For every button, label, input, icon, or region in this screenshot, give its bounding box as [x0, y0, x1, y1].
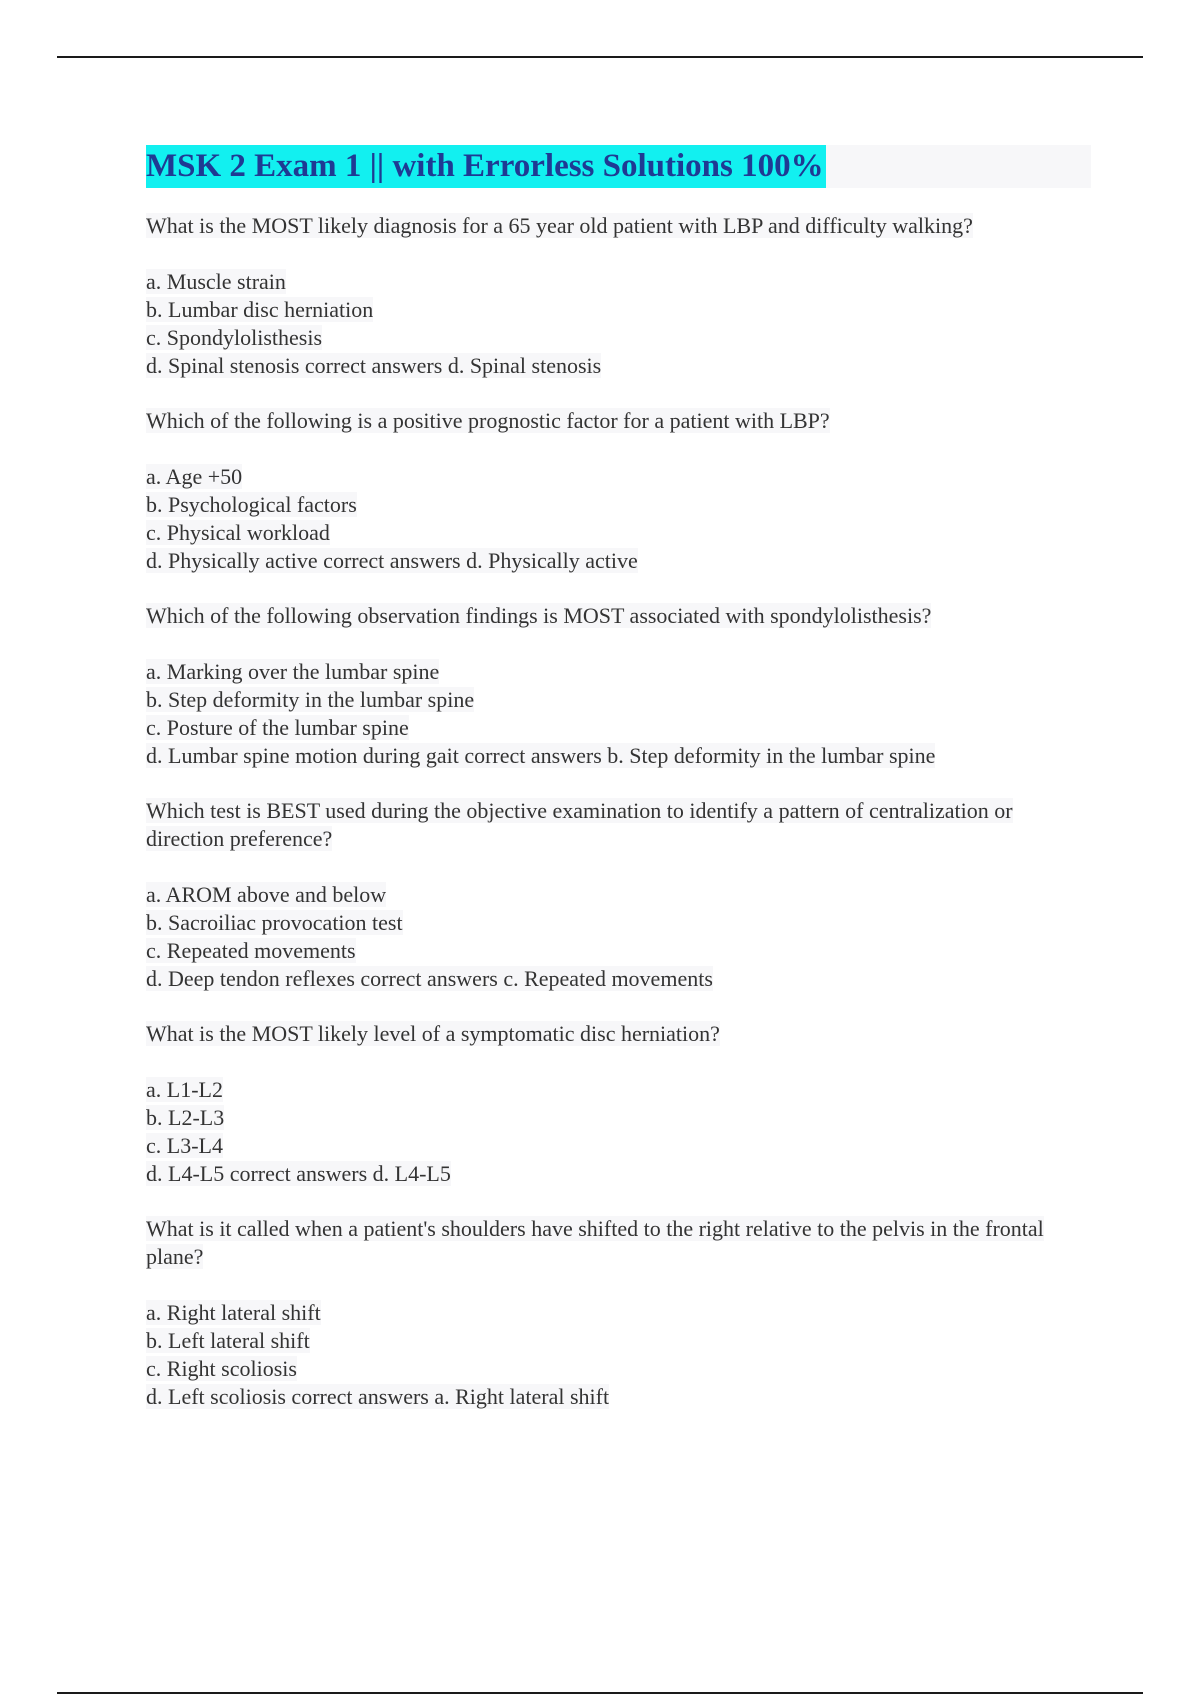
- option-c: c. Right scoliosis: [146, 1356, 297, 1381]
- document-title: MSK 2 Exam 1 || with Errorless Solutions 100%: [146, 145, 826, 188]
- option-list: [146, 1299, 1091, 1411]
- option-a: a. L1-L2: [146, 1077, 223, 1102]
- option-c: c. Physical workload: [146, 520, 330, 545]
- option-d-with-answer: d. Physically active correct answers d. Physically active: [146, 548, 638, 573]
- option-c: c. L3-L4: [146, 1133, 223, 1158]
- option-c: c. Posture of the lumbar spine: [146, 715, 409, 740]
- option-d-with-answer: d. Left scoliosis correct answers a. Right lateral shift: [146, 1384, 610, 1409]
- option-d-with-answer: d. Lumbar spine motion during gait correct answers b. Step deformity in the lumbar spine: [146, 743, 936, 768]
- option-d-with-answer: d. Deep tendon reflexes correct answers c. Repeated movements: [146, 966, 713, 991]
- option-b: b. Step deformity in the lumbar spine: [146, 687, 475, 712]
- option-d-with-answer: d. L4-L5 correct answers d. L4-L5: [146, 1161, 451, 1186]
- question-text: What is the MOST likely level of a symptomatic disc herniation?: [146, 1021, 720, 1046]
- option-b: b. L2-L3: [146, 1105, 225, 1130]
- option-b: b. Sacroiliac provocation test: [146, 910, 403, 935]
- option-a: a. Age +50: [146, 464, 243, 489]
- option-list: [146, 881, 1091, 993]
- question-block: [146, 1215, 1091, 1411]
- option-c: c. Repeated movements: [146, 938, 356, 963]
- question-block: [146, 602, 1091, 770]
- option-a: a. Marking over the lumbar spine: [146, 659, 440, 684]
- option-a: a. Muscle strain: [146, 269, 286, 294]
- option-a: a. AROM above and below: [146, 882, 387, 907]
- footer-rule: [57, 1692, 1143, 1694]
- question-block: [146, 797, 1091, 993]
- option-c: c. Spondylolisthesis: [146, 325, 323, 350]
- option-list: [146, 658, 1091, 770]
- question-block: [146, 1020, 1091, 1188]
- question-block: [146, 407, 1091, 575]
- option-b: b. Lumbar disc herniation: [146, 297, 374, 322]
- option-b: b. Psychological factors: [146, 492, 357, 517]
- question-text: Which of the following is a positive prognostic factor for a patient with LBP?: [146, 408, 830, 433]
- question-text: What is the MOST likely diagnosis for a 65 year old patient with LBP and difficulty walking?: [146, 213, 973, 238]
- question-text: Which of the following observation findings is MOST associated with spondylolisthesis?: [146, 603, 932, 628]
- question-text: Which test is BEST used during the objective examination to identify a pattern of centralization or direction preference?: [146, 798, 1013, 851]
- option-b: b. Left lateral shift: [146, 1328, 310, 1353]
- option-list: [146, 268, 1091, 380]
- option-list: [146, 463, 1091, 575]
- header-rule: [57, 56, 1143, 58]
- document-body: [146, 145, 1091, 1438]
- option-d-with-answer: d. Spinal stenosis correct answers d. Spinal stenosis: [146, 353, 602, 378]
- title-band: [146, 145, 1091, 188]
- question-block: [146, 212, 1091, 380]
- option-a: a. Right lateral shift: [146, 1300, 321, 1325]
- question-text: What is it called when a patient's shoulders have shifted to the right relative to the pelvis in the frontal plane?: [146, 1216, 1044, 1269]
- option-list: [146, 1076, 1091, 1188]
